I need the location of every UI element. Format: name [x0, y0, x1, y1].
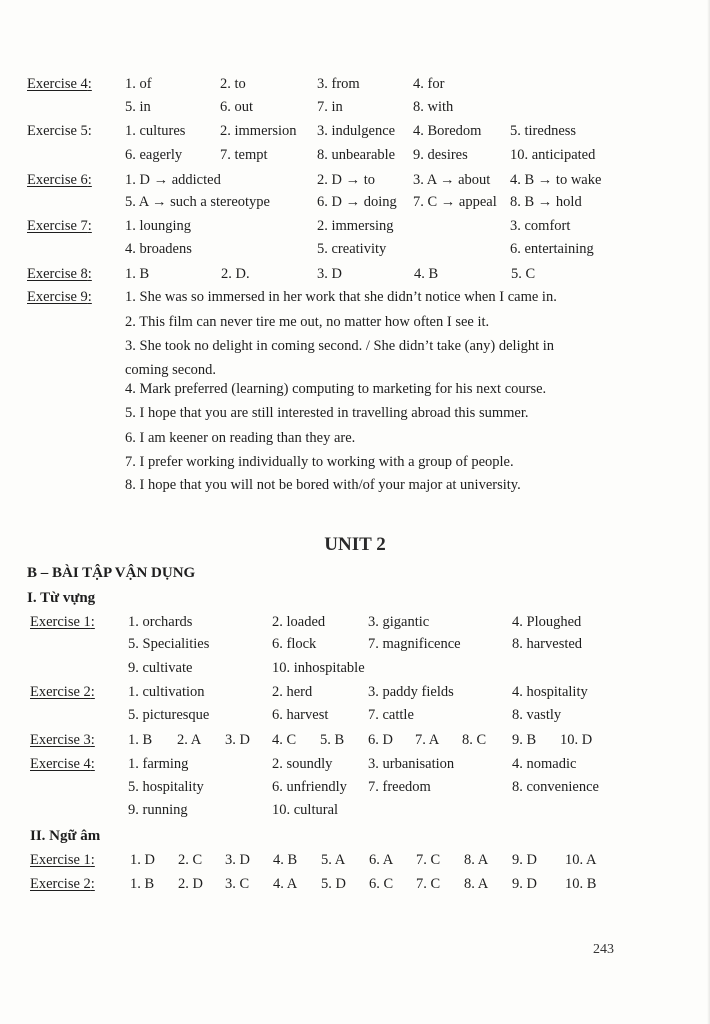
answer: 3. A → about — [413, 172, 491, 188]
answer: 3. D — [225, 732, 250, 748]
u2-exercise-3-label: Exercise 3: — [30, 732, 95, 748]
answer: 6. unfriendly — [272, 779, 347, 795]
answer: 5. A — [321, 852, 346, 868]
answer: 2. A — [177, 732, 202, 748]
answer: 1. of — [125, 76, 152, 92]
answer: 3. urbanisation — [368, 756, 455, 772]
exercise-4-label: Exercise 4: — [27, 76, 92, 92]
answer: 1. orchards — [128, 614, 193, 630]
exercise-6-label: Exercise 6: — [27, 172, 92, 188]
answer: 7. C → appeal — [413, 194, 497, 210]
answer: 1. B — [130, 876, 155, 892]
answer: 4. Ploughed — [512, 614, 582, 630]
answer: 2. soundly — [272, 756, 333, 772]
answer-sentence: 6. I am keener on reading than they are. — [125, 430, 356, 446]
answer: 5. C — [511, 266, 536, 282]
phonetics-exercise-2-label: Exercise 2: — [30, 876, 95, 892]
answer: 5. creativity — [317, 241, 387, 257]
answer: 7. magnificence — [368, 636, 461, 652]
answer: 3. comfort — [510, 218, 571, 234]
answer: 5. hospitality — [128, 779, 204, 795]
answer: 6. out — [220, 99, 254, 115]
answer: 5. in — [125, 99, 151, 115]
answer: 2. immersion — [220, 123, 297, 139]
subsection-heading-vocabulary: I. Từ vựng — [27, 590, 96, 606]
answer: 8. A — [464, 852, 489, 868]
answer: 10. B — [565, 876, 597, 892]
answer: 6. C — [369, 876, 394, 892]
answer: 2. loaded — [272, 614, 326, 630]
answer-sentence: 1. She was so immersed in her work that she didn’t notice when I came in. — [125, 289, 557, 305]
answer: 4. nomadic — [512, 756, 577, 772]
answer: 7. cattle — [368, 707, 414, 723]
answer: 1. lounging — [125, 218, 192, 234]
answer: 8. with — [413, 99, 454, 115]
subsection-heading-phonetics: II. Ngữ âm — [30, 828, 101, 844]
answer: 1. cultivation — [128, 684, 205, 700]
answer: 9. B — [512, 732, 537, 748]
answer: 6. D — [368, 732, 393, 748]
answer: 2. D. — [221, 266, 250, 282]
answer-sentence: 2. This film can never tire me out, no matter how often I see it. — [125, 314, 490, 330]
answer: 5. A → such a stereotype — [125, 194, 270, 210]
answer: 10. D — [560, 732, 593, 748]
answer: 2. D — [178, 876, 203, 892]
exercise-9-label: Exercise 9: — [27, 289, 92, 305]
answer: 1. farming — [128, 756, 189, 772]
answer-sentence: 5. I hope that you are still interested in travelling abroad this summer. — [125, 405, 529, 421]
answer: 7. tempt — [220, 147, 268, 163]
answer: 1. D — [130, 852, 155, 868]
answer: 6. eagerly — [125, 147, 183, 163]
answer: 9. running — [128, 802, 188, 818]
answer: 6. D → doing — [317, 194, 397, 210]
u2-exercise-4-label: Exercise 4: — [30, 756, 95, 772]
answer: 7. freedom — [368, 779, 431, 795]
answer: 9. D — [512, 852, 537, 868]
answer: 2. herd — [272, 684, 313, 700]
answer: 8. vastly — [512, 707, 562, 723]
exercise-8-label: Exercise 8: — [27, 266, 92, 282]
answer: 6. entertaining — [510, 241, 594, 257]
answer: 8. A — [464, 876, 489, 892]
answer: 4. B → to wake — [510, 172, 602, 188]
answer: 6. harvest — [272, 707, 329, 723]
answer: 10. cultural — [272, 802, 339, 818]
answer: 1. B — [128, 732, 153, 748]
answer: 9. D — [512, 876, 537, 892]
answer: 4. B — [414, 266, 439, 282]
answer: 5. B — [320, 732, 345, 748]
answer: 7. in — [317, 99, 343, 115]
answer-sentence: coming second. — [125, 362, 217, 378]
answer: 8. convenience — [512, 779, 599, 795]
answer: 10. inhospitable — [272, 660, 365, 676]
answer-sentence: 7. I prefer working individually to working with a group of people. — [125, 454, 514, 470]
answer: 6. flock — [272, 636, 317, 652]
answer: 8. B → hold — [510, 194, 582, 210]
answer: 9. cultivate — [128, 660, 193, 676]
answer: 5. Specialities — [128, 636, 210, 652]
answer: 8. harvested — [512, 636, 583, 652]
answer: 6. A — [369, 852, 394, 868]
answer: 1. D → addicted — [125, 172, 221, 188]
answer: 8. unbearable — [317, 147, 396, 163]
answer: 1. B — [125, 266, 150, 282]
answer: 3. from — [317, 76, 360, 92]
answer-sentence: 3. She took no delight in coming second. / She didn’t take (any) delight in — [125, 338, 555, 354]
answer: 3. indulgence — [317, 123, 396, 139]
answer: 3. D — [225, 852, 250, 868]
answer: 3. C — [225, 876, 250, 892]
exercise-7-label: Exercise 7: — [27, 218, 92, 234]
section-heading: B – BÀI TẬP VẬN DỤNG — [27, 565, 196, 581]
answer: 7. C — [416, 876, 441, 892]
answer: 4. A — [273, 876, 298, 892]
answer: 1. cultures — [125, 123, 186, 139]
answer: 7. C — [416, 852, 441, 868]
answer: 4. hospitality — [512, 684, 588, 700]
answer: 3. paddy fields — [368, 684, 454, 700]
answer: 4. Boredom — [413, 123, 482, 139]
answer: 10. anticipated — [510, 147, 596, 163]
exercise-5-label: Exercise 5: — [27, 123, 92, 139]
answer: 4. C — [272, 732, 297, 748]
u2-exercise-2-label: Exercise 2: — [30, 684, 95, 700]
answer: 3. gigantic — [368, 614, 430, 630]
answer: 4. for — [413, 76, 445, 92]
answer: 2. to — [220, 76, 246, 92]
page-number: 243 — [593, 942, 614, 957]
answer: 3. D — [317, 266, 342, 282]
answer: 5. tiredness — [510, 123, 577, 139]
answer: 10. A — [565, 852, 597, 868]
phonetics-exercise-1-label: Exercise 1: — [30, 852, 95, 868]
answer: 5. D — [321, 876, 346, 892]
answer: 4. broadens — [125, 241, 192, 257]
answer-sentence: 8. I hope that you will not be bored with/of your major at university. — [125, 477, 521, 493]
answer: 7. A — [415, 732, 440, 748]
answer-sentence: 4. Mark preferred (learning) computing to marketing for his next course. — [125, 381, 547, 397]
answer: 4. B — [273, 852, 298, 868]
answer: 2. C — [178, 852, 203, 868]
answer: 9. desires — [413, 147, 468, 163]
unit-title: UNIT 2 — [324, 534, 386, 555]
answer: 2. immersing — [317, 218, 394, 234]
answer: 5. picturesque — [128, 707, 210, 723]
u2-exercise-1-label: Exercise 1: — [30, 614, 95, 630]
answer: 2. D → to — [317, 172, 375, 188]
answer: 8. C — [462, 732, 487, 748]
